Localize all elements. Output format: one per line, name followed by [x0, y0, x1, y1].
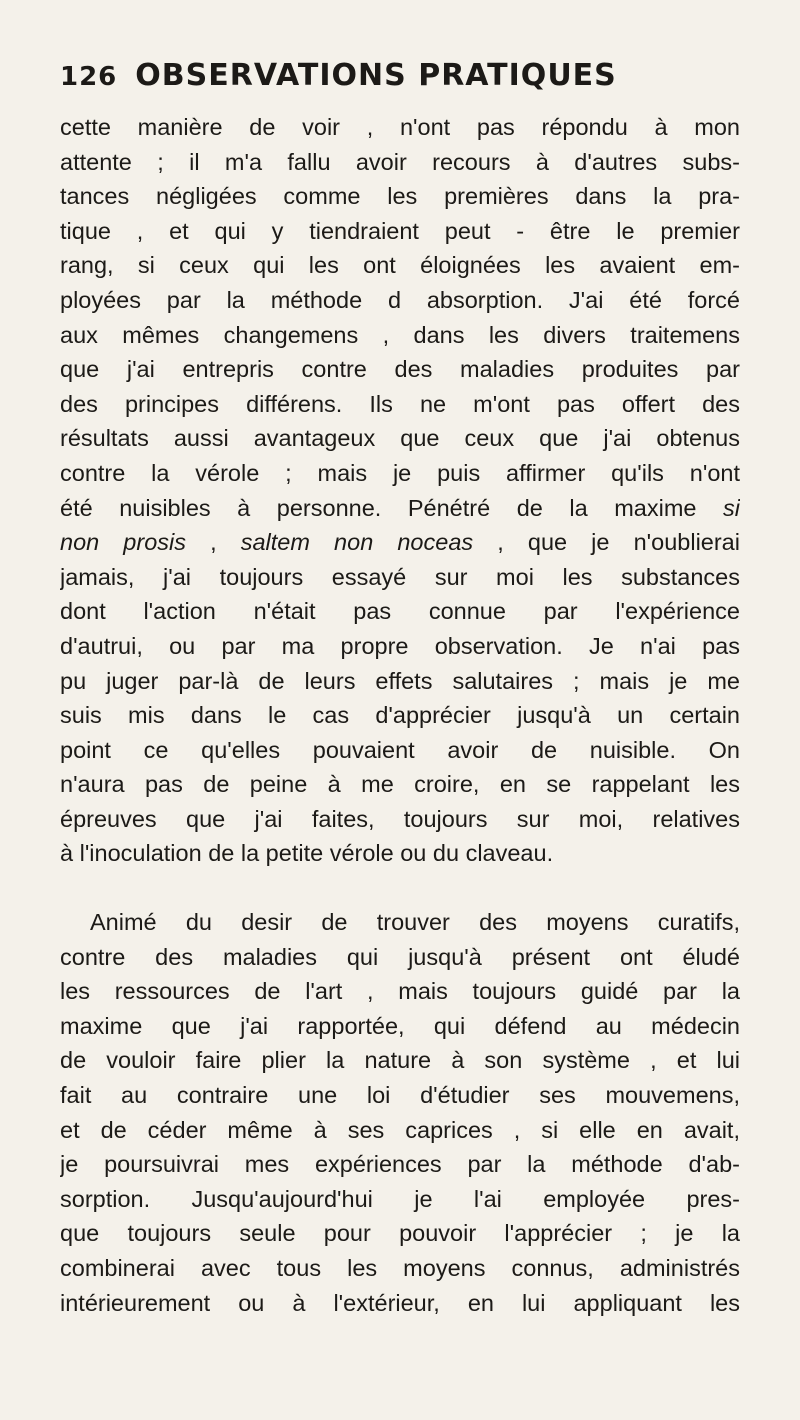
text-line: épreuves que j'ai faites, toujours sur moi, relatives: [60, 805, 740, 832]
text-line: ployées par la méthode d absorption. J'ai été forcé: [60, 286, 740, 313]
text-segment: , que je n'oublierai: [473, 529, 740, 556]
text-line-with-italic: [60, 491, 740, 526]
text-line: maxime que j'ai rapportée, qui défend au médecin: [60, 1012, 740, 1039]
text-line: point ce qu'elles pouvaient avoir de nuisible. On: [60, 736, 740, 763]
body-text: [60, 110, 740, 1320]
paragraph-2: [60, 905, 740, 1320]
text-line: dont l'action n'était pas connue par l'expérience: [60, 598, 740, 625]
text-line: résultats aussi avantageux que ceux que j'ai obtenus: [60, 425, 740, 452]
text-segment: ,: [186, 529, 241, 556]
text-line: tances négligées comme les premières dans la pra-: [60, 183, 740, 210]
text-line: combinerai avec tous les moyens connus, administrés: [60, 1255, 740, 1281]
text-line: et de céder même à ses caprices , si elle en avait,: [60, 1116, 740, 1143]
text-line: Animé du desir de trouver des moyens curatifs,: [90, 909, 740, 936]
latin-maxim-part-1: non prosis: [60, 529, 186, 556]
text-line: intérieurement ou à l'extérieur, en lui appliquant les: [60, 1289, 740, 1316]
paragraph-1: [60, 110, 740, 871]
text-line: fait au contraire une loi d'étudier ses mouvemens,: [60, 1082, 740, 1109]
text-line: contre des maladies qui jusqu'à présent ont éludé: [60, 943, 740, 970]
page-number: 126: [60, 62, 118, 92]
text-line: de vouloir faire plier la nature à son système , et lui: [60, 1047, 740, 1074]
text-line: sorption. Jusqu'aujourd'hui je l'ai employée pres-: [60, 1185, 740, 1212]
text-line: que toujours seule pour pouvoir l'apprécier ; je la: [60, 1220, 740, 1247]
text-line: attente ; il m'a fallu avoir recours à d'autres subs-: [60, 148, 740, 175]
text-segment: été nuisibles à personne. Pénétré de la maxime: [60, 494, 697, 521]
running-title: OBSERVATIONS PRATIQUES: [135, 58, 617, 93]
text-line: n'aura pas de peine à me croire, en se rappelant les: [60, 771, 740, 798]
text-line: jamais, j'ai toujours essayé sur moi les substances: [60, 563, 740, 590]
italic-word: si: [723, 494, 740, 521]
text-line: rang, si ceux qui les ont éloignées les avaient em-: [60, 252, 740, 279]
text-line: aux mêmes changemens , dans les divers traitemens: [60, 321, 740, 348]
text-line: à l'inoculation de la petite vérole ou du claveau.: [60, 840, 554, 867]
text-line: que j'ai entrepris contre des maladies produites par: [60, 356, 740, 383]
page-header: [60, 58, 740, 108]
text-line: des principes différens. Ils ne m'ont pas offert des: [60, 390, 740, 417]
text-line: suis mis dans le cas d'apprécier jusqu'à un certain: [60, 702, 740, 729]
text-line: cette manière de voir , n'ont pas répondu à mon: [60, 114, 740, 140]
latin-maxim-part-2: saltem non noceas: [240, 529, 474, 556]
text-line: les ressources de l'art , mais toujours guidé par la: [60, 978, 740, 1005]
book-page: [60, 58, 740, 1408]
text-line: je poursuivrai mes expériences par la méthode d'ab-: [60, 1151, 740, 1178]
text-line: d'autrui, ou par ma propre observation. Je n'ai pas: [60, 632, 740, 659]
text-line: tique , et qui y tiendraient peut - être le premier: [60, 217, 740, 244]
text-line-latin-maxim: [60, 525, 740, 560]
text-line: contre la vérole ; mais je puis affirmer qu'ils n'ont: [60, 459, 740, 486]
text-line: pu juger par-là de leurs effets salutaires ; mais je me: [60, 667, 740, 694]
